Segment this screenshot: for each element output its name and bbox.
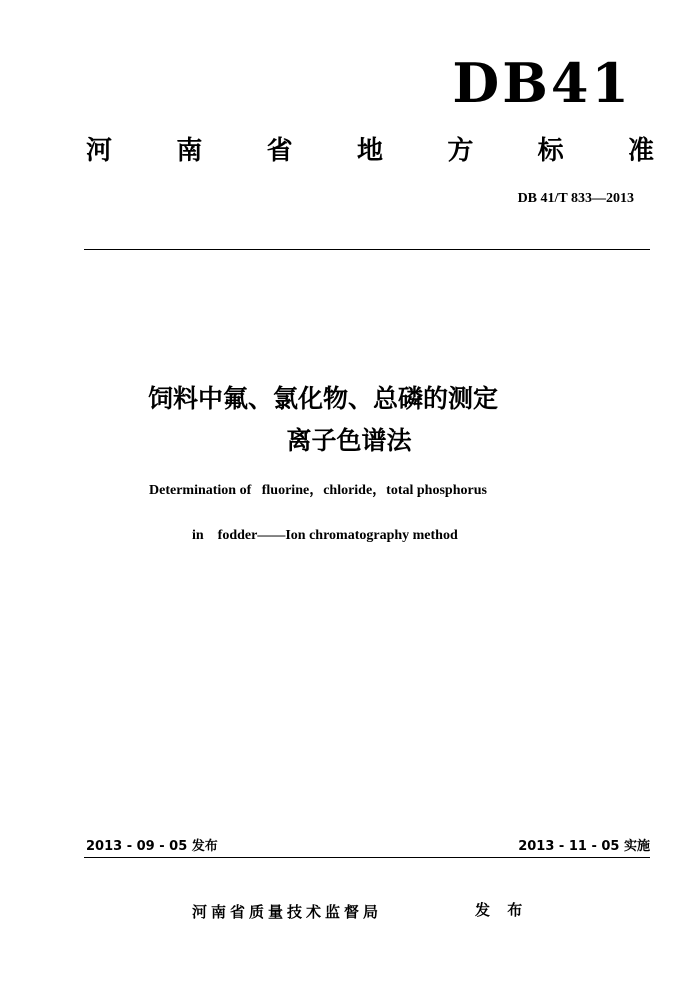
title-english-line-2: in fodder——Ion chromatography method [192, 528, 458, 543]
title-chinese-line-1: 饲料中氟、氯化物、总磷的测定 [147, 384, 498, 413]
standard-type-char: 标 [537, 136, 564, 166]
issuing-authority: 河南省质量技术监督局 [192, 903, 383, 921]
publish-date: 2013 - 09 - 05 发布 [86, 839, 218, 854]
standard-type-char: 方 [447, 136, 474, 166]
issue-label: 发 布 [475, 901, 529, 919]
footer-divider [84, 857, 650, 858]
standard-number: DB 41/T 833—2013 [517, 191, 634, 206]
title-english-line-1: Determination of fluorine，chloride，total phosphorus [149, 483, 487, 498]
title-chinese-line-2: 离子色谱法 [286, 426, 412, 455]
standard-type-char: 省 [266, 136, 293, 166]
header-divider [84, 249, 650, 250]
implement-date: 2013 - 11 - 05 实施 [518, 839, 650, 854]
standard-code: DB41 [452, 51, 632, 115]
standard-type-char: 地 [356, 136, 383, 166]
standard-type-char: 准 [627, 136, 654, 166]
standard-type-char: 河 [86, 136, 113, 166]
standard-type-char: 南 [176, 136, 203, 166]
standard-type [86, 138, 654, 164]
